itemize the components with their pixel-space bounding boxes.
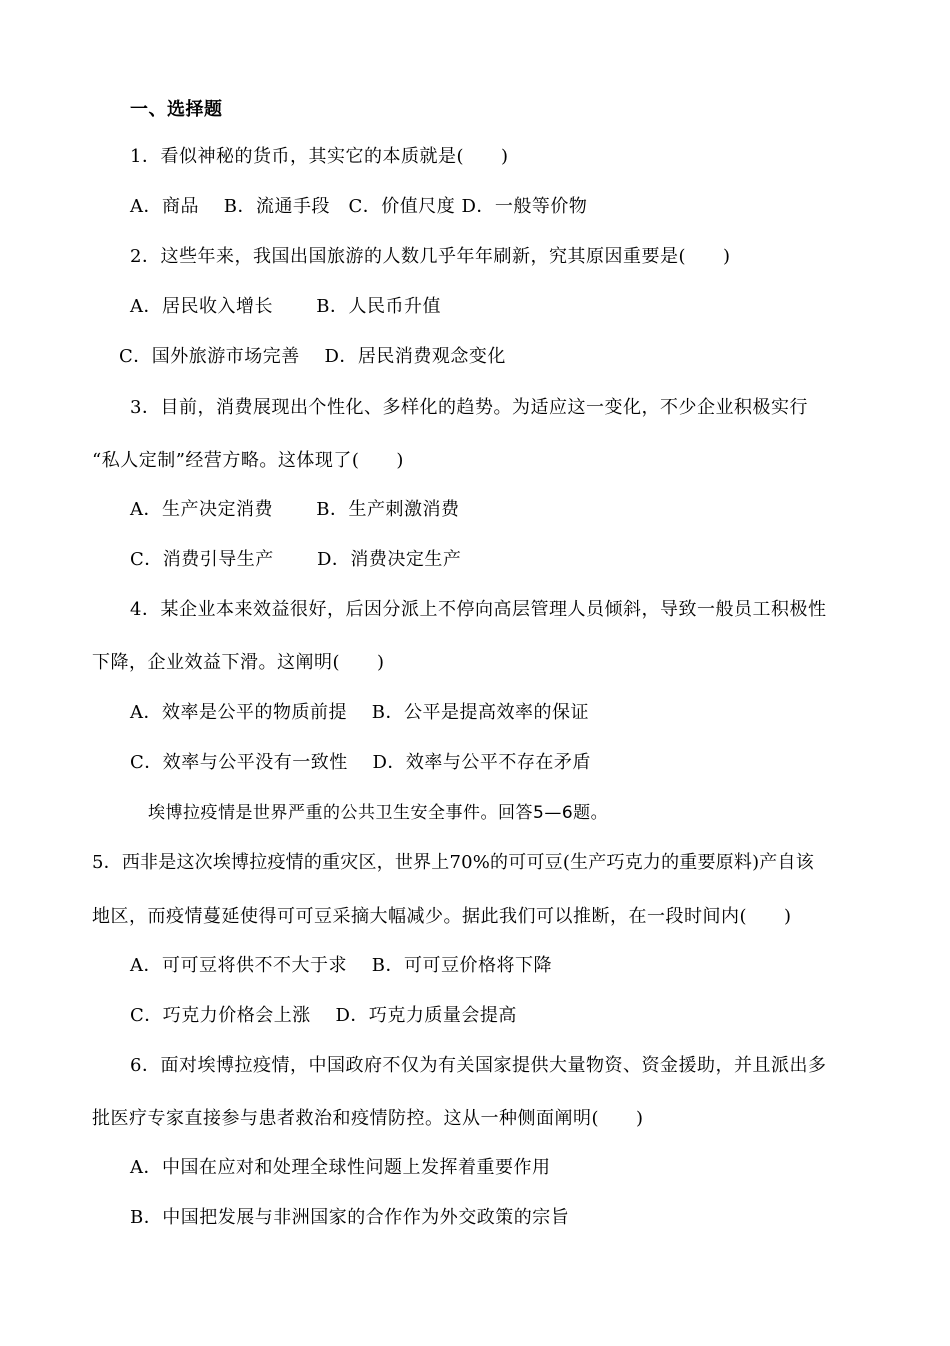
- question-6-option-a: A．中国在应对和处理全球性问题上发挥着重要作用: [130, 1157, 551, 1178]
- question-5-stem-line2: 地区，而疫情蔓延使得可可豆采摘大幅减少。据此我们可以推断，在一段时间内( ): [92, 906, 792, 927]
- question-3-stem-line2: “私人定制”经营方略。这体现了( ): [92, 450, 404, 471]
- question-2-stem: 2．这些年来，我国出国旅游的人数几乎年年刷新，究其原因重要是( ): [130, 246, 731, 267]
- question-1-stem: 1．看似神秘的货币，其实它的本质就是( ): [130, 146, 509, 167]
- question-5-stem-line1: 5．西非是这次埃博拉疫情的重灾区，世界上70%的可可豆(生产巧克力的重要原料)产自该: [92, 852, 814, 873]
- question-4-stem-line2: 下降，企业效益下滑。这阐明( ): [92, 652, 385, 673]
- question-5-options-ab: A．可可豆将供不不大于求 B．可可豆价格将下降: [130, 955, 552, 976]
- question-2-options-ab: A．居民收入增长 B．人民币升值: [130, 296, 441, 317]
- question-4-options-cd: C．效率与公平没有一致性 D．效率与公平不存在矛盾: [130, 752, 591, 773]
- question-6-option-b: B．中国把发展与非洲国家的合作作为外交政策的宗旨: [130, 1207, 570, 1228]
- question-4-options-ab: A．效率是公平的物质前提 B．公平是提高效率的保证: [130, 702, 589, 723]
- question-3-options-ab: A．生产决定消费 B．生产刺激消费: [130, 499, 460, 520]
- question-3-options-cd: C．消费引导生产 D．消费决定生产: [130, 549, 462, 570]
- questions-5-6-intro: 埃博拉疫情是世界严重的公共卫生安全事件。回答5—6题。: [148, 803, 609, 823]
- question-1-options: A．商品 B．流通手段 C．价值尺度 D．一般等价物: [130, 196, 588, 217]
- question-5-options-cd: C．巧克力价格会上涨 D．巧克力质量会提高: [130, 1005, 517, 1026]
- question-6-stem-line1: 6．面对埃博拉疫情，中国政府不仅为有关国家提供大量物资、资金援助，并且派出多: [130, 1055, 827, 1076]
- question-6-stem-line2: 批医疗专家直接参与患者救治和疫情防控。这从一种侧面阐明( ): [92, 1108, 644, 1129]
- question-2-options-cd: C．国外旅游市场完善 D．居民消费观念变化: [119, 346, 506, 367]
- question-3-stem-line1: 3．目前，消费展现出个性化、多样化的趋势。为适应这一变化，不少企业积极实行: [130, 397, 808, 418]
- question-4-stem-line1: 4．某企业本来效益很好，后因分派上不停向高层管理人员倾斜，导致一般员工积极性: [130, 599, 827, 620]
- section-heading: 一、选择题: [130, 99, 223, 120]
